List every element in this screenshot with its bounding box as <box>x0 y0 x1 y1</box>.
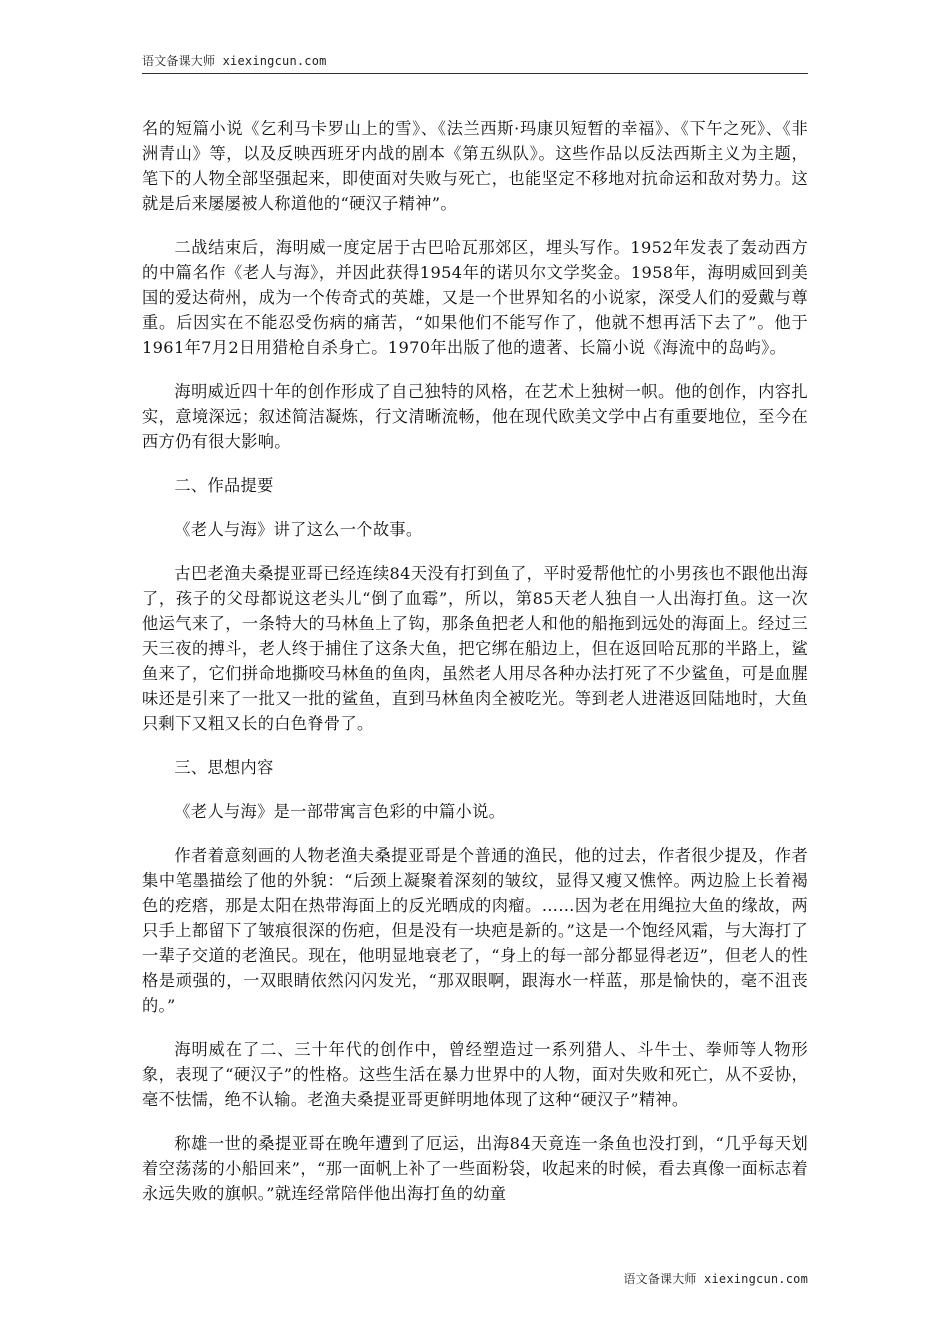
paragraph-2: 二战结束后，海明威一度定居于古巴哈瓦那郊区，埋头写作。1952年发表了轰动西方的中篇名作《老人与海》，并因此获得1954年的诺贝尔文学奖金。1958年，海明威回到美国的爱达荷州，成为一个传奇式的英雄，又是一个世界知名的小说家，深受人们的爱戴与尊重。后因实在不能忍受伤病的痛苦，“如果他们不能写作了，他就不想再活下去了”。他于1961年7月2日用猎枪自杀身亡。1970年出版了他的遗著、长篇小说《海流中的岛屿》。 <box>142 238 808 357</box>
paragraph-9: 称雄一世的桑提亚哥在晚年遭到了厄运，出海84天竟连一条鱼也没打到，“几乎每天划着空荡荡的小船回来”，“那一面帆上补了一些面粉袋，收起来的时候，看去真像一面标志着永远失败的旗帜。”就连经常陪伴他出海打鱼的幼童 <box>142 1134 808 1203</box>
document-body <box>142 116 808 1225</box>
section-heading-summary: 二、作品提要 <box>174 476 274 495</box>
paragraph-8: 海明威在了二、三十年代的创作中，曾经塑造过一系列猎人、斗牛士、拳师等人物形象，表现了“硬汉子”的性格。这些生活在暴力世界中的人物，面对失败和死亡，从不妥协，毫不怯懦，绝不认输。老渔夫桑提亚哥更鲜明地体现了这种“硬汉子”精神。 <box>142 1040 808 1109</box>
page-header: 语文备课大师 xiexingcun.com <box>142 54 327 68</box>
paragraph-4: 《老人与海》讲了这么一个故事。 <box>174 520 423 539</box>
page-footer: 语文备课大师 xiexingcun.com <box>623 1272 808 1286</box>
paragraph-6: 《老人与海》是一部带寓言色彩的中篇小说。 <box>174 802 506 821</box>
paragraph-5: 古巴老渔夫桑提亚哥已经连续84天没有打到鱼了，平时爱帮他忙的小男孩也不跟他出海了，孩子的父母都说这老头儿“倒了血霉”，所以，第85天老人独自一人出海打鱼。这一次他运气来了，一条特大的马林鱼上了钩，那条鱼把老人和他的船拖到远处的海面上。经过三天三夜的搏斗，老人终于捕住了这条大鱼，把它绑在船边上，但在返回哈瓦那的半路上，鲨鱼来了，它们拼命地撕咬马林鱼的鱼肉，虽然老人用尽各种办法打死了不少鲨鱼，可是血腥味还是引来了一批又一批的鲨鱼，直到马林鱼肉全被吃光。等到老人进港返回陆地时，大鱼只剩下又粗又长的白色脊骨了。 <box>142 564 808 733</box>
paragraph-7: 作者着意刻画的人物老渔夫桑提亚哥是个普通的渔民，他的过去，作者很少提及，作者集中笔墨描绘了他的外貌：“后颈上凝聚着深刻的皱纹，显得又瘦又憔悴。两边脸上长着褐色的疙瘩，那是太阳在热带海面上的反光晒成的肉瘤。……因为老在用绳拉大鱼的缘故，两只手上都留下了皱痕很深的伤疤，但是没有一块疤是新的。”这是一个饱经风霜，与大海打了一辈子交道的老渔民。现在，他明显地衰老了，“身上的每一部分都显得老迈”，但老人的性格是顽强的，一双眼睛依然闪闪发光，“那双眼啊，跟海水一样蓝，那是愉快的，毫不沮丧的。” <box>142 846 808 1015</box>
paragraph-1: 名的短篇小说《乞利马卡罗山上的雪》、《法兰西斯·玛康贝短暂的幸福》、《下午之死》、《非洲青山》等，以及反映西班牙内战的剧本《第五纵队》。这些作品以反法西斯主义为主题，笔下的人物全部坚强起来，即使面对失败与死亡，也能坚定不移地对抗命运和敌对势力。这就是后来屡屡被人称道他的“硬汉子精神”。 <box>142 119 808 213</box>
paragraph-3: 海明威近四十年的创作形成了自己独特的风格，在艺术上独树一帜。他的创作，内容扎实，意境深远；叙述简洁凝炼，行文清晰流畅，他在现代欧美文学中占有重要地位，至今在西方仍有很大影响。 <box>142 382 808 451</box>
header-divider <box>142 73 808 74</box>
section-heading-theme: 三、思想内容 <box>174 758 274 777</box>
